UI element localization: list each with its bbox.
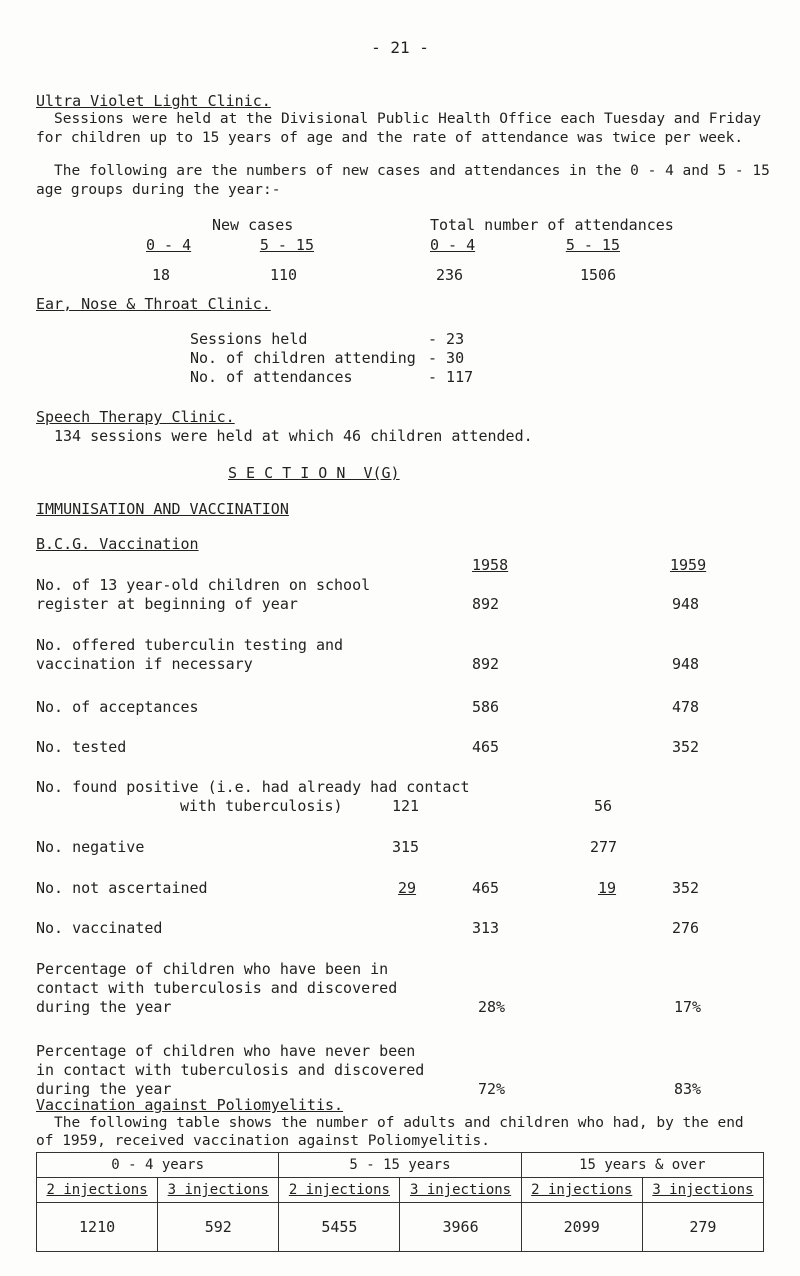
bcg-row-label: No. of acceptances [36,698,199,716]
bcg-sub-1958: 315 [392,838,420,856]
polio-value: 592 [158,1203,279,1252]
bcg-value-1958: 586 [472,698,500,716]
attendances-5-15: 1506 [580,266,617,284]
bcg-value-1959: 948 [672,595,700,613]
bcg-sub-1959: 56 [594,797,613,815]
bcg-value-1958: 465 [472,738,500,756]
ent-row-label: No. of attendances [190,368,353,386]
age-0-4-header: 0 - 4 [146,236,192,254]
polio-value: 3966 [400,1203,521,1252]
ent-row-value: - 23 [428,330,465,348]
bcg-year-1958: 1958 [472,556,509,574]
polio-group-header: 0 - 4 years [37,1153,279,1178]
polio-table [36,1152,764,1252]
bcg-value-1959: 478 [672,698,700,716]
bcg-row-label: No. found positive (i.e. had already had contact [36,778,470,796]
bcg-row-label: with tuberculosis) [180,797,343,815]
bcg-sub-1958: 121 [392,797,420,815]
section-title: S E C T I O N V(G) [228,464,400,482]
bcg-value-1959: 352 [672,738,700,756]
bcg-row-label: contact with tuberculosis and discovered [36,979,398,997]
bcg-value-1958: 28% [478,998,506,1016]
bcg-sub-1959: 277 [590,838,618,856]
bcg-row-label: No. of 13 year-old children on school [36,576,371,594]
bcg-row-label: Percentage of children who have never been [36,1042,416,1060]
bcg-value-1959: 17% [674,998,702,1016]
ent-row-value: - 117 [428,368,474,386]
bcg-row-label: No. tested [36,738,127,756]
bcg-row-label: during the year [36,1080,172,1098]
bcg-row-label: Percentage of children who have been in [36,960,389,978]
bcg-row-label: No. negative [36,838,145,856]
attendances-0-4: 236 [436,266,464,284]
section-subtitle: IMMUNISATION AND VACCINATION [36,500,289,518]
polio-group-header: 15 years & over [521,1153,763,1178]
uv-para-line: for children up to 15 years of age and the rate of attendance was twice per week. [36,130,744,146]
bcg-row-label: No. not ascertained [36,879,208,897]
uv-heading: Ultra Violet Light Clinic. [36,92,271,110]
bcg-row-label: in contact with tuberculosis and discovered [36,1061,425,1079]
polio-group-header: 5 - 15 years [279,1153,521,1178]
age-5-15-header: 5 - 15 [259,236,314,254]
polio-subheader: 3 injections [400,1178,521,1203]
uv-para-line: age groups during the year:- [36,182,281,198]
new-cases-label: New cases [212,216,294,234]
bcg-total-1959: 352 [672,879,700,897]
bcg-total-1958: 465 [472,879,500,897]
bcg-row-label: No. vaccinated [36,919,163,937]
bcg-value-1958: 892 [472,655,500,673]
ent-heading: Ear, Nose & Throat Clinic. [36,295,271,313]
bcg-year-1959: 1959 [670,556,707,574]
bcg-sub-1958: 29 [398,879,417,897]
bcg-value-1958: 72% [478,1080,506,1098]
bcg-value-1958: 313 [472,919,500,937]
bcg-row-label: No. offered tuberculin testing and [36,636,344,654]
polio-subheader: 2 injections [521,1178,642,1203]
polio-value: 279 [642,1203,763,1252]
ent-row-value: - 30 [428,349,465,367]
age-0-4-header: 0 - 4 [430,236,476,254]
polio-text-line: The following table shows the number of adults and children who had, by the end [54,1115,744,1131]
bcg-sub-1959: 19 [598,879,617,897]
uv-para-line: Sessions were held at the Divisional Public Health Office each Tuesday and Friday [54,111,762,127]
bcg-row-label: vaccination if necessary [36,655,253,673]
new-cases-5-15: 110 [270,266,298,284]
bcg-row-label: register at beginning of year [36,595,298,613]
ent-row-label: No. of children attending [190,349,416,367]
page-number: - 21 - [371,38,429,57]
new-cases-0-4: 18 [152,266,171,284]
age-5-15-header: 5 - 15 [565,236,620,254]
attendances-label: Total number of attendances [430,216,674,234]
polio-subheader: 3 injections [158,1178,279,1203]
bcg-value-1958: 892 [472,595,500,613]
ent-row-label: Sessions held [190,330,308,348]
polio-value: 5455 [279,1203,400,1252]
bcg-heading: B.C.G. Vaccination [36,535,199,553]
polio-heading: Vaccination against Poliomyelitis. [36,1096,344,1114]
polio-text-line: of 1959, received vaccination against Poliomyelitis. [36,1133,490,1149]
polio-subheader: 2 injections [279,1178,400,1203]
speech-heading: Speech Therapy Clinic. [36,408,235,426]
polio-value: 1210 [37,1203,158,1252]
uv-para-line: The following are the numbers of new cases and attendances in the 0 - 4 and 5 - 15 [54,163,770,179]
polio-subheader: 3 injections [642,1178,763,1203]
polio-value: 2099 [521,1203,642,1252]
polio-subheader: 2 injections [37,1178,158,1203]
bcg-value-1959: 83% [674,1080,702,1098]
bcg-row-label: during the year [36,998,172,1016]
bcg-value-1959: 948 [672,655,700,673]
speech-text: 134 sessions were held at which 46 children attended. [54,427,533,445]
bcg-value-1959: 276 [672,919,700,937]
